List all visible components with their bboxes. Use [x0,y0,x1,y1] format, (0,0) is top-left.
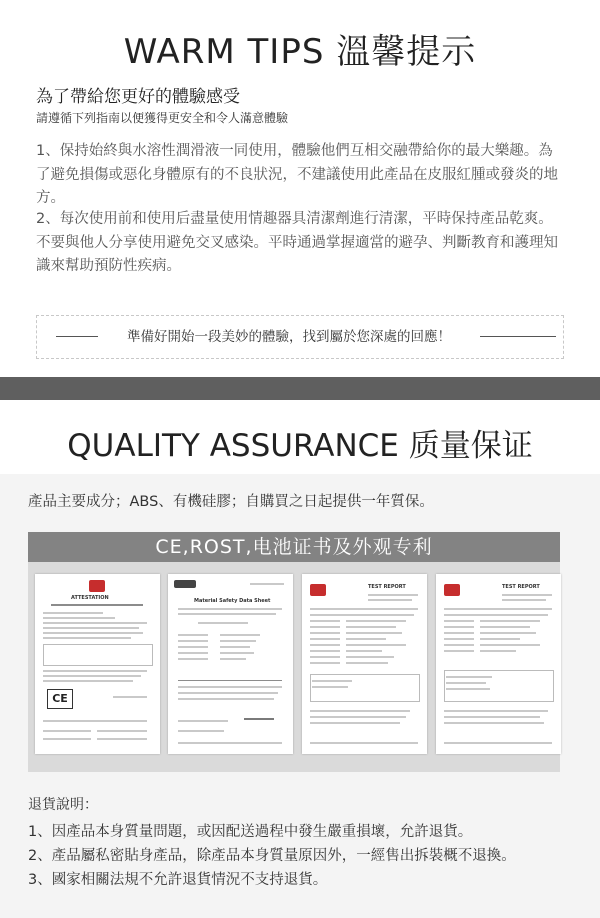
banner-rule-right [480,336,556,337]
nytek-logo [174,580,196,588]
bureau-veritas-logo [89,580,105,592]
document-title: TEST REPORT [368,584,406,590]
certificate-banner: CE,ROST,电池证书及外观专利 [28,532,560,562]
tip-paragraph-2: 2、每次使用前和使用后盡量使用情趣器具清潔劑進行清潔，平時保持產品乾爽。不要與他人分享使用避免交叉感染。平時通過掌握適當的避孕、判斷教育和護理知識來幫助預防性疾病。 [36,211,558,274]
certificate-document [302,574,427,754]
banner-rule-left [56,336,98,337]
document-title: TEST REPORT [502,584,540,590]
certificate-document [168,574,293,754]
bureau-veritas-logo [444,584,460,596]
warm-tips-subheading: 請遵循下列指南以便獲得更安全和令人滿意體驗 [36,111,289,125]
certificate-document [436,574,561,754]
ce-mark-icon: CE [47,689,73,709]
warm-tips-heading: 為了帶給您更好的體驗感受 [36,87,240,107]
tip-paragraph-1: 1、保持始終與水溶性潤滑液一同使用，體驗他們互相交融帶給你的最大樂趣。為了避免損傷或惡化身體原有的不良狀況，不建議使用此產品在皮服紅腫或發炎的地方。 [36,143,558,206]
certificate-document [35,574,160,754]
bureau-veritas-logo [310,584,326,596]
return-policy-item: 3、國家相關法規不允許退貨情況不支持退貨。 [28,872,328,888]
document-title: Material Safety Data Sheet [194,598,271,604]
warm-tips-title: WARM TIPS 溫馨提示 [123,32,477,72]
material-warranty-note: 產品主要成分；ABS、有機硅膠；自購買之日起提供一年質保。 [28,494,434,510]
return-policy-item: 2、產品屬私密貼身產品，除產品本身質量原因外，一經售出拆裝概不退換。 [28,848,516,864]
experience-banner-text: 準備好開始一段美妙的體驗，找到屬於您深處的回應！ [127,329,451,345]
quality-title: QUALITY ASSURANCE 质量保证 [67,428,533,464]
document-title: ATTESTATION [71,595,109,601]
return-policy-item: 1、因產品本身質量問題，或因配送過程中發生嚴重損壞，允許退貨。 [28,824,473,840]
returns-title: 退貨說明： [28,797,98,813]
section-divider [0,377,600,400]
